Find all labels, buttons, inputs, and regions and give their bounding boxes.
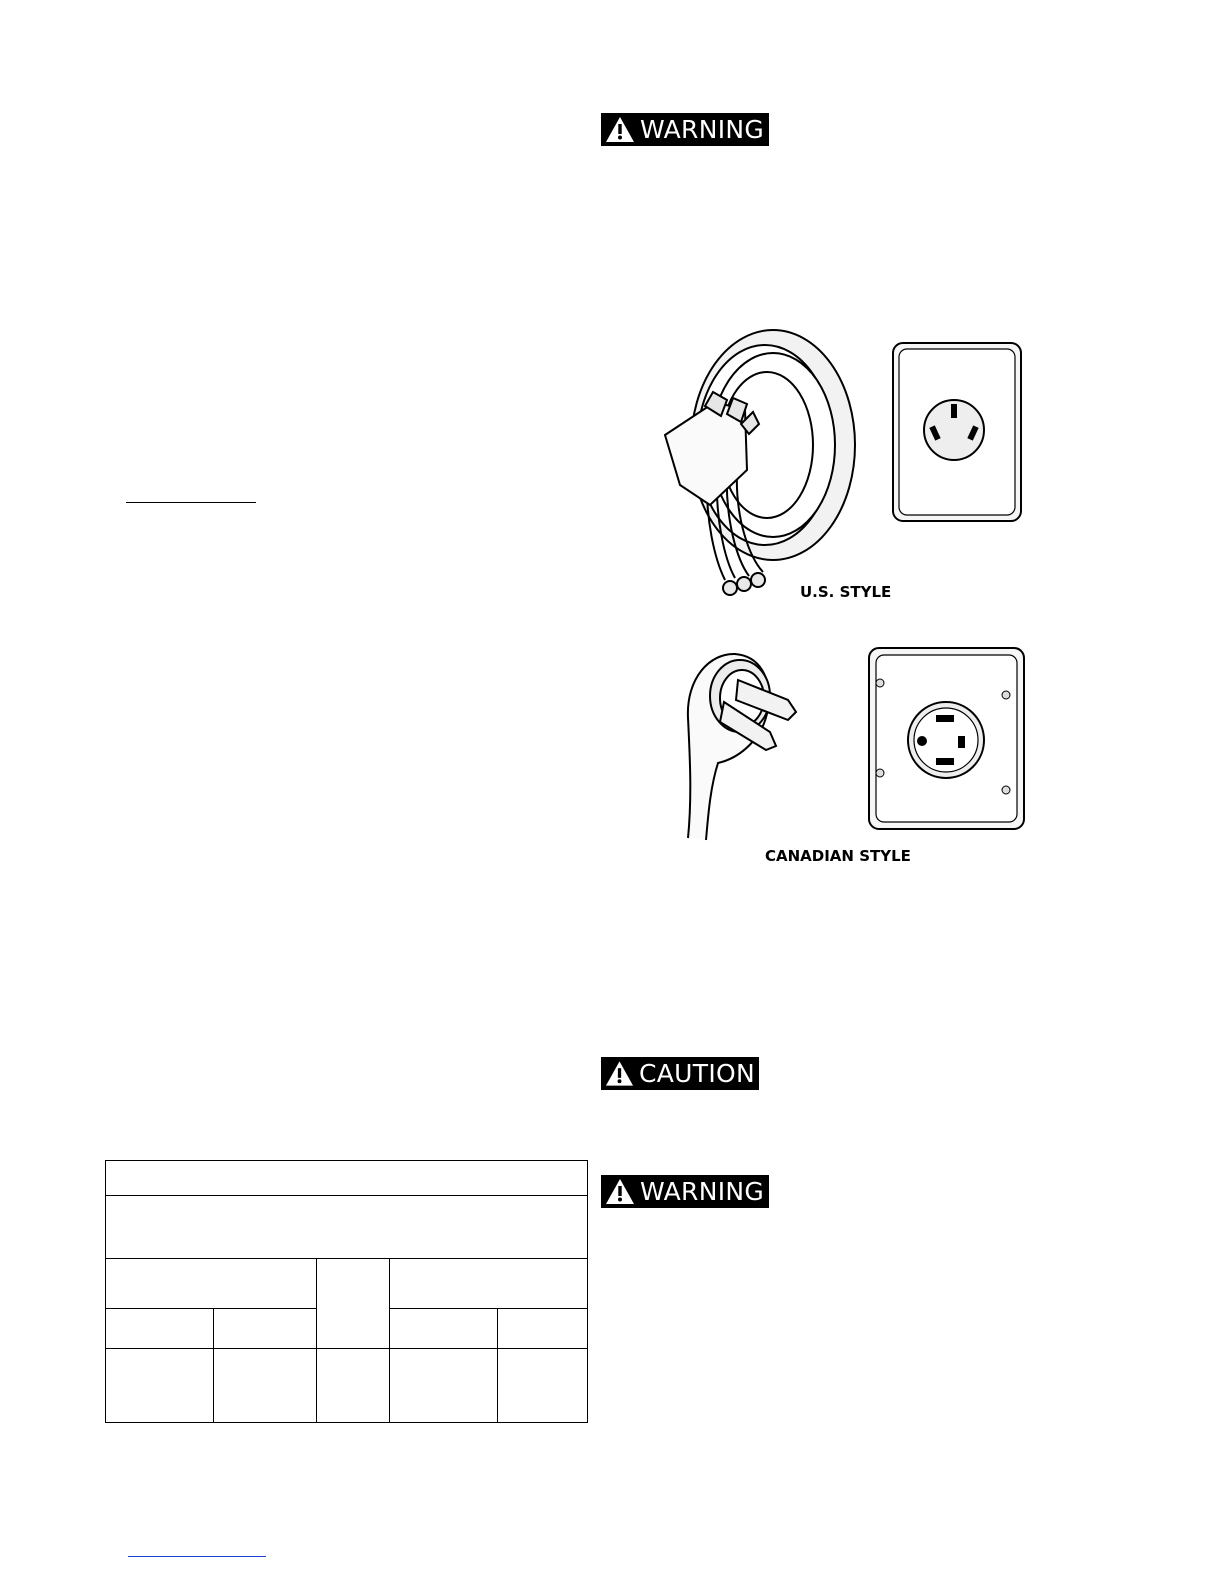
warning-triangle-icon: [605, 1060, 634, 1087]
warning-triangle-icon: [605, 1178, 635, 1205]
table-cell: [106, 1349, 214, 1423]
warning-badge-top-label: WARNING: [640, 115, 765, 144]
table-column-header: [498, 1309, 588, 1349]
canadian-style-receptacle-illustration: [866, 645, 1028, 833]
us-style-cord-illustration: [655, 320, 860, 605]
table-cell: [498, 1349, 588, 1423]
warning-badge-top: [601, 113, 769, 146]
table-group-cell-right: [390, 1259, 588, 1309]
specification-table: [105, 1160, 588, 1423]
warning-badge-bottom-label: WARNING: [640, 1177, 765, 1206]
table-cell: [214, 1349, 317, 1423]
table-cell: [390, 1349, 498, 1423]
table-subheader-cell: [106, 1196, 588, 1259]
table-group-cell-left: [106, 1259, 317, 1309]
link-underline[interactable]: [128, 1556, 266, 1557]
table-cell: [317, 1349, 390, 1423]
table-column-header: [214, 1309, 317, 1349]
canadian-style-plug-illustration: [680, 648, 805, 843]
caution-badge-label: CAUTION: [639, 1059, 755, 1088]
warning-badge-bottom: [601, 1175, 769, 1208]
canadian-style-caption: CANADIAN STYLE: [765, 847, 911, 865]
table-column-header: [106, 1309, 214, 1349]
underline-rule: [126, 502, 256, 503]
us-style-caption: U.S. STYLE: [800, 583, 892, 601]
table-header-cell: [106, 1161, 588, 1196]
table-column-header: [390, 1309, 498, 1349]
warning-triangle-icon: [605, 116, 635, 143]
us-style-receptacle-illustration: [890, 340, 1025, 526]
table-group-cell-middle: [317, 1259, 390, 1349]
caution-badge: [601, 1057, 759, 1090]
